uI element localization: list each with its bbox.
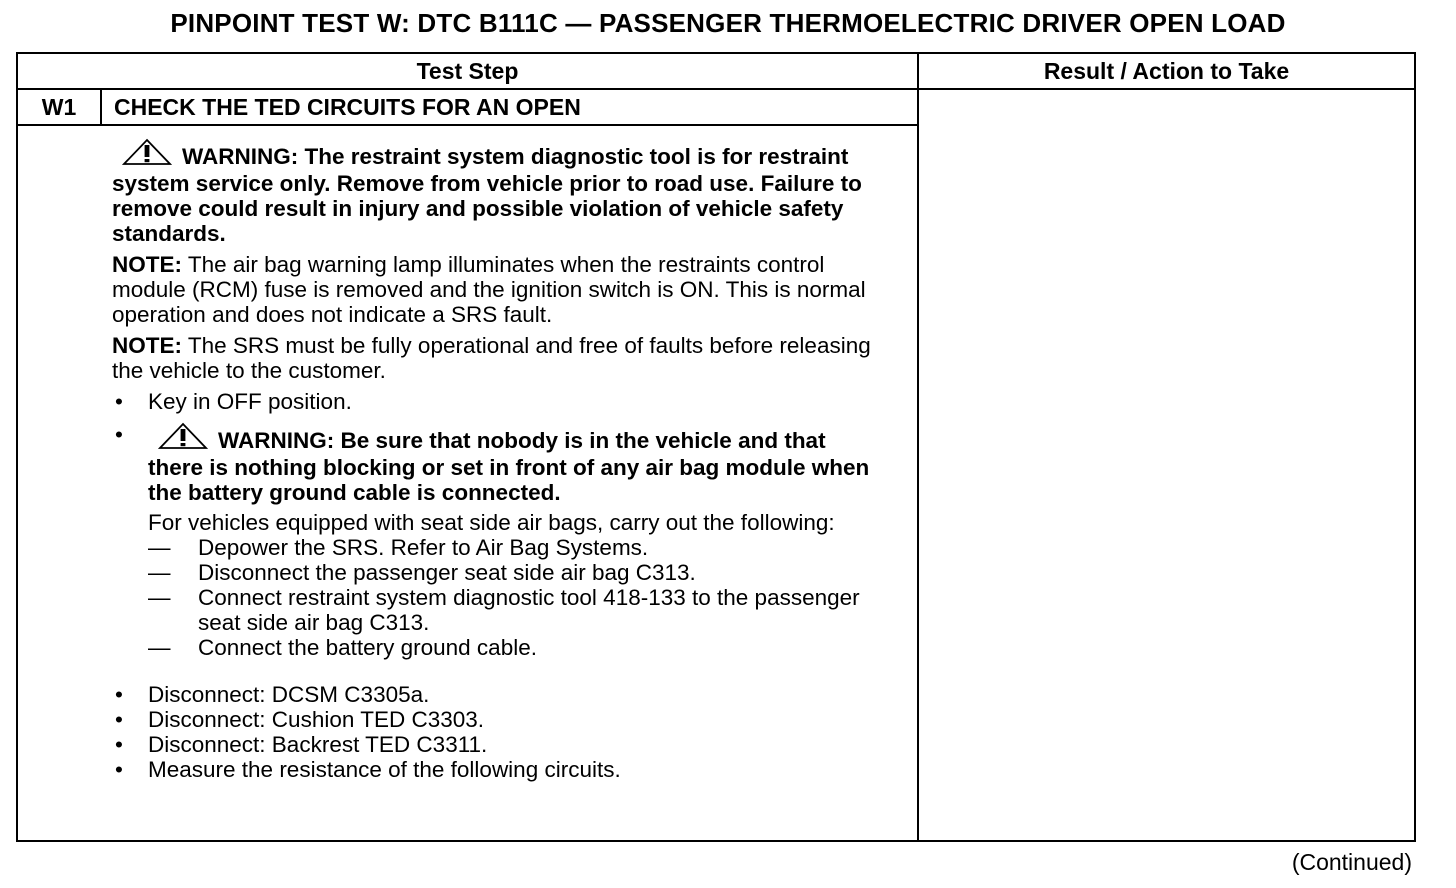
step-content	[112, 138, 882, 782]
list-item	[112, 757, 882, 782]
header-test-step: Test Step	[416, 58, 519, 84]
bullet-dot-icon: •	[115, 732, 123, 757]
list-item-text: Measure the resistance of the following circuits.	[148, 757, 621, 782]
warning-paragraph-1	[112, 138, 882, 246]
warning-triangle-icon	[158, 422, 208, 455]
warning-paragraph-2	[148, 428, 869, 505]
list-item-text: Key in OFF position.	[148, 389, 352, 414]
list-item	[112, 707, 882, 732]
note-1-label: NOTE:	[112, 252, 182, 277]
dash-icon: —	[148, 585, 171, 610]
sub-step-text: Depower the SRS. Refer to Air Bag Systems.	[198, 535, 649, 560]
note-2	[112, 333, 882, 383]
sub-step-4	[148, 635, 882, 660]
list-item-text: Disconnect: Cushion TED C3303.	[148, 707, 485, 732]
step-title: CHECK THE TED CIRCUITS FOR AN OPEN	[114, 94, 581, 120]
header-result-action: Result / Action to Take	[1043, 58, 1290, 84]
dash-icon: —	[148, 535, 171, 560]
pinpoint-test-table	[16, 52, 1416, 842]
sub-step-text: Connect the battery ground cable.	[198, 635, 537, 660]
step-id: W1	[41, 94, 77, 120]
list-item	[112, 682, 882, 707]
list-item-text: Disconnect: DCSM C3305a.	[148, 682, 430, 707]
seat-side-block	[112, 510, 882, 660]
dash-icon: —	[148, 560, 171, 585]
sub-step-3	[148, 585, 882, 635]
list-item-key-off	[112, 389, 882, 414]
bullet-dot-icon: •	[115, 757, 123, 782]
step-id-divider	[100, 88, 102, 124]
sub-step-2	[148, 560, 882, 585]
page-title: PINPOINT TEST W: DTC B111C — PASSENGER THERMOELECTRIC DRIVER OPEN LOAD	[170, 8, 1286, 38]
bullet-dot-icon: •	[115, 422, 123, 447]
seat-side-intro: For vehicles equipped with seat side air bags, carry out the following:	[148, 510, 835, 535]
note-2-text: The SRS must be fully operational and free of faults before releasing the vehicle to the customer.	[112, 333, 871, 383]
list-item-text: Disconnect: Backrest TED C3311.	[148, 732, 488, 757]
warning-triangle-icon	[122, 138, 172, 171]
column-divider	[917, 54, 919, 840]
bullet-dot-icon: •	[115, 682, 123, 707]
sub-step-text: Connect restraint system diagnostic tool 418-133 to the passenger seat side air bag C313.	[198, 585, 860, 635]
list-item	[112, 732, 882, 757]
list-item-warning-2	[112, 422, 882, 505]
dash-icon: —	[148, 635, 171, 660]
warning-text-2: WARNING: Be sure that nobody is in the vehicle and that there is nothing blocking or set in front of any air bag module when the battery ground cable is connected.	[148, 428, 870, 505]
sub-step-1	[148, 535, 882, 560]
bullet-dot-icon: •	[115, 707, 123, 732]
note-1	[112, 252, 882, 327]
continued-label: (Continued)	[1291, 849, 1412, 875]
bullet-dot-icon: •	[115, 389, 123, 414]
warning-text-1: WARNING: The restraint system diagnostic tool is for restraint system service only. Remove from vehicle prior to road use. Failure to remove could result in injury and possible violation of vehicle safety standards.	[112, 144, 862, 246]
note-2-label: NOTE:	[112, 333, 182, 358]
sub-step-text: Disconnect the passenger seat side air bag C313.	[198, 560, 696, 585]
note-1-text: The air bag warning lamp illuminates when the restraints control module (RCM) fuse is removed and the ignition switch is ON. This is normal operation and does not indicate a SRS fault.	[112, 252, 866, 327]
